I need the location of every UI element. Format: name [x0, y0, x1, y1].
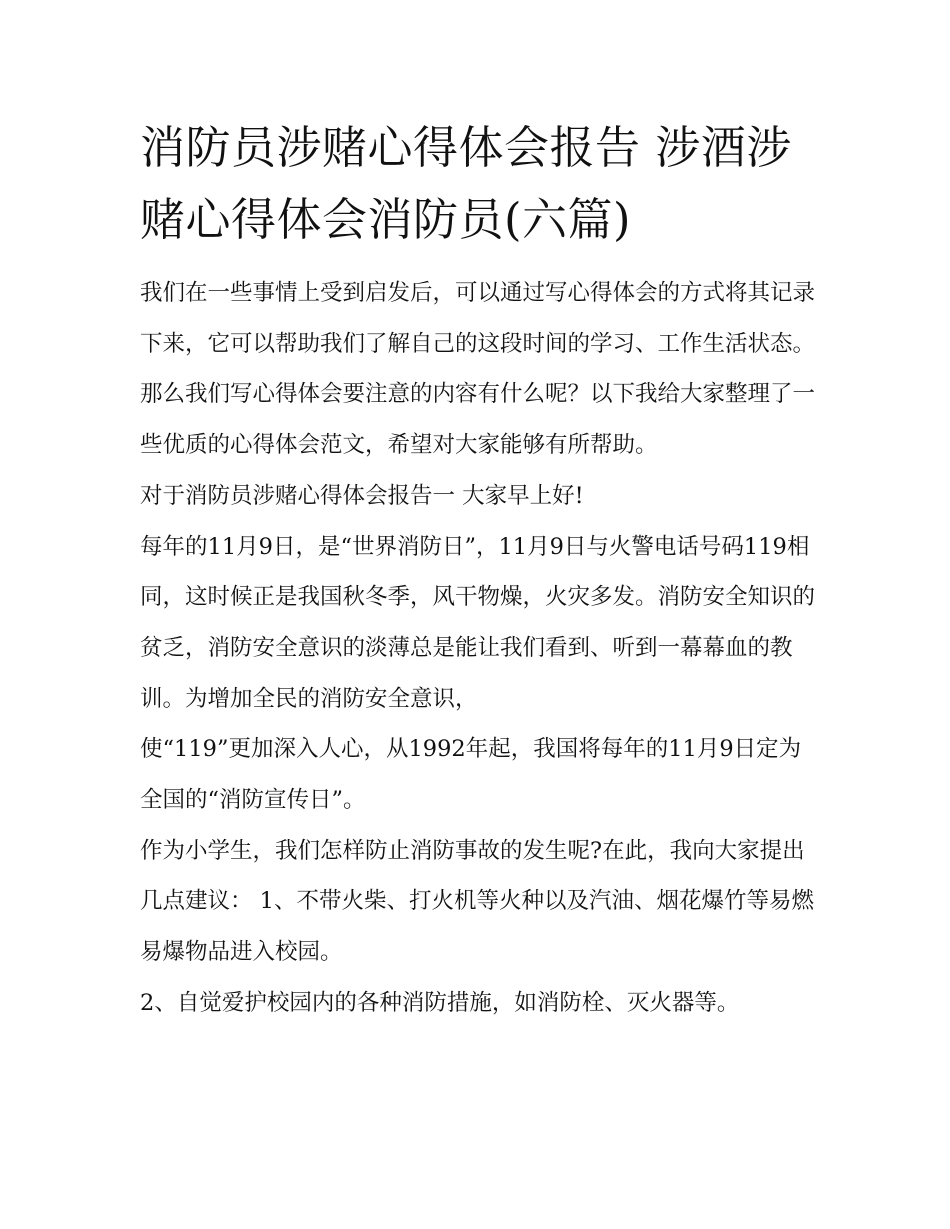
- paragraph-119: 使“119”更加深入人心，从1992年起，我国将每年的11月9日定为全国的“消防宣传日”。: [140, 736, 802, 814]
- document-page: [140, 112, 820, 1029]
- paragraph-intro: 我们在一些事情上受到启发后，可以通过写心得体会的方式将其记录下来，它可以帮助我们了解自己的这段时间的学习、工作生活状态。那么我们写心得体会要注意的内容有什么呢？以下我给大家整理了一些优质的心得体会范文，希望对大家能够有所帮助。: [140, 280, 816, 459]
- paragraph-suggestion-two: 2、自觉爱护校园内的各种消防措施，如消防栓、灭火器等。: [140, 989, 740, 1016]
- document-title: 消防员涉赌心得体会报告 涉酒涉赌心得体会消防员(六篇): [140, 121, 792, 246]
- paragraph-heading-one: 对于消防员涉赌心得体会报告一 大家早上好!: [140, 482, 584, 509]
- paragraph-suggestions: 作为小学生，我们怎样防止消防事故的发生呢?在此，我向大家提出几点建议： 1、不带火柴、打火机等火种以及汽油、烟花爆竹等易燃易爆物品进入校园。: [140, 837, 814, 966]
- paragraph-fire-day: 每年的11月9日，是“世界消防日”，11月9日与火警电话号码119相同，这时候正是我国秋冬季，风干物燥，火灾多发。消防安全知识的贫乏，消防安全意识的淡薄总是能让我们看到、听到一幕幕血的教训。为增加全民的消防安全意识，: [140, 533, 816, 712]
